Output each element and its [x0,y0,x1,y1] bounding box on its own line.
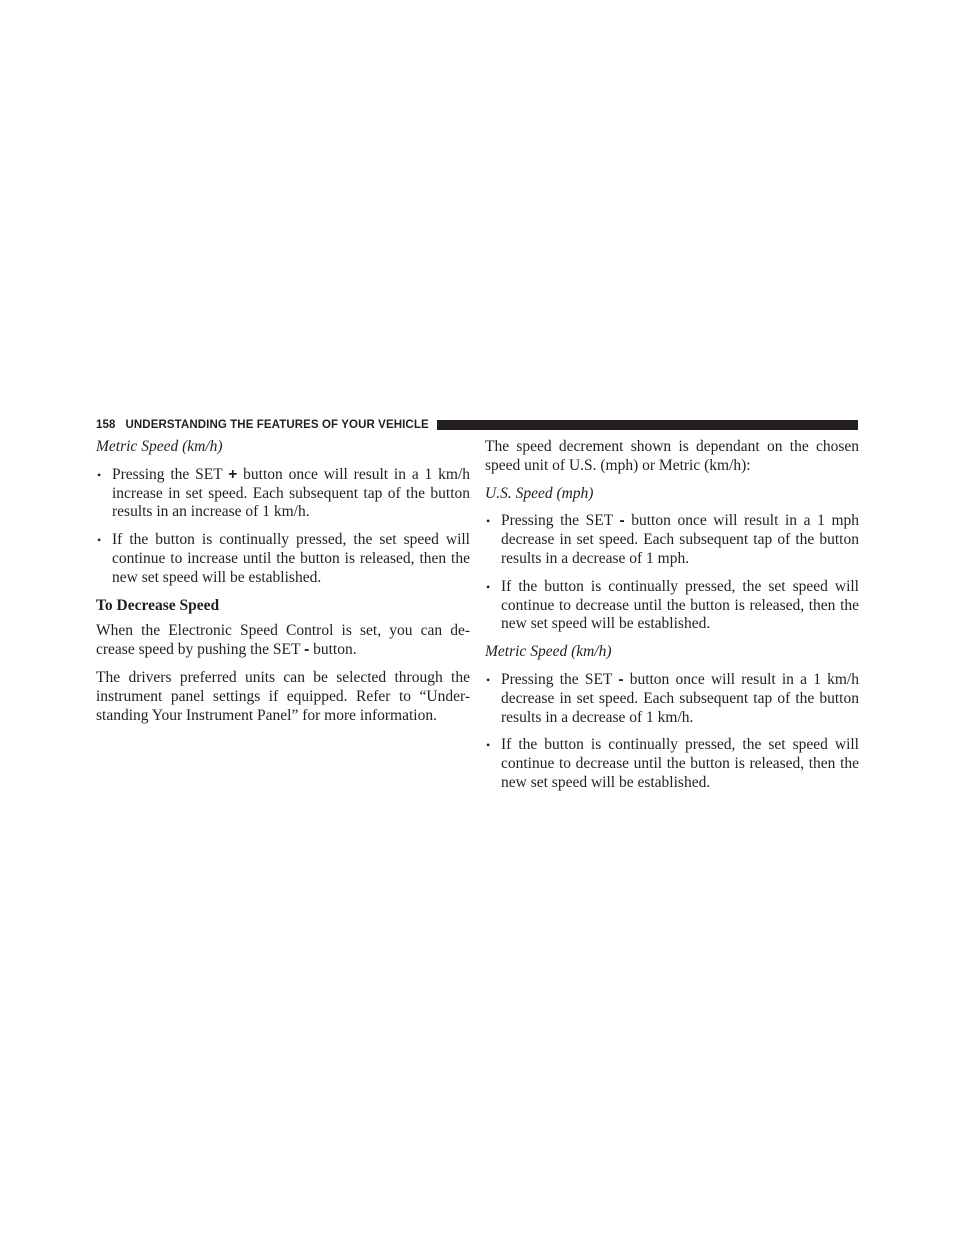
right-column [485,438,859,802]
set-minus-symbol: - [618,670,624,688]
bullet-icon: • [486,514,491,529]
page-number: 158 [96,419,116,431]
bullet-icon: • [486,672,491,687]
left-column [96,438,470,734]
bullet-icon: • [486,579,491,594]
list-item: • If the button is continually pressed, the set speed will continue to decrease until the button is released, then the new set speed will be established. [486,736,859,791]
list-item: • Pressing the SET - button once will result in a 1 km/h decrease in set speed. Each subsequent tap of the button results in a decrease of 1 km/h. [486,670,859,726]
bullet-icon: • [97,467,102,482]
list-item: • Pressing the SET + button once will result in a 1 km/h increase in set speed. Each subsequent tap of the button results in an increase of 1 km/h. [97,465,470,521]
us-speed-heading: U.S. Speed (mph) [485,484,594,502]
units-paragraph: The drivers preferred units can be selected through the instrument panel settings if equipped. Refer to “Under-standing Your Instrument Panel” for more information. [96,668,470,724]
metric-increase-list [96,466,470,588]
metric-speed-heading: Metric Speed (km/h) [485,643,612,661]
decrease-speed-heading: To Decrease Speed [96,596,220,614]
list-item: • If the button is continually pressed, the set speed will continue to increase until the button is released, then the new set speed will be established. [97,531,470,586]
section-title: UNDERSTANDING THE FEATURES OF YOUR VEHICLE [125,419,429,431]
set-minus-symbol: - [304,641,310,659]
metric-speed-heading: Metric Speed (km/h) [96,438,223,455]
set-plus-symbol: + [228,465,238,483]
bullet-icon: • [486,738,491,753]
bullet-icon: • [97,533,102,548]
list-item: • If the button is continually pressed, the set speed will continue to decrease until the button is released, then the new set speed will be established. [486,577,859,633]
page-header [96,417,858,433]
us-decrease-list [485,512,859,634]
list-item: • Pressing the SET - button once will result in a 1 mph decrease in set speed. Each subsequent tap of the button results in a decrease of 1 mph. [486,512,859,567]
set-minus-symbol: - [619,512,625,530]
decrement-intro-paragraph: The speed decrement shown is dependant on the chosen speed unit of U.S. (mph) or Metric (km/h): [485,438,859,474]
header-rule [437,420,858,430]
metric-decrease-list [485,671,859,793]
decrease-speed-paragraph: When the Electronic Speed Control is set, you can de-crease speed by pushing the SET - button. [96,622,470,659]
